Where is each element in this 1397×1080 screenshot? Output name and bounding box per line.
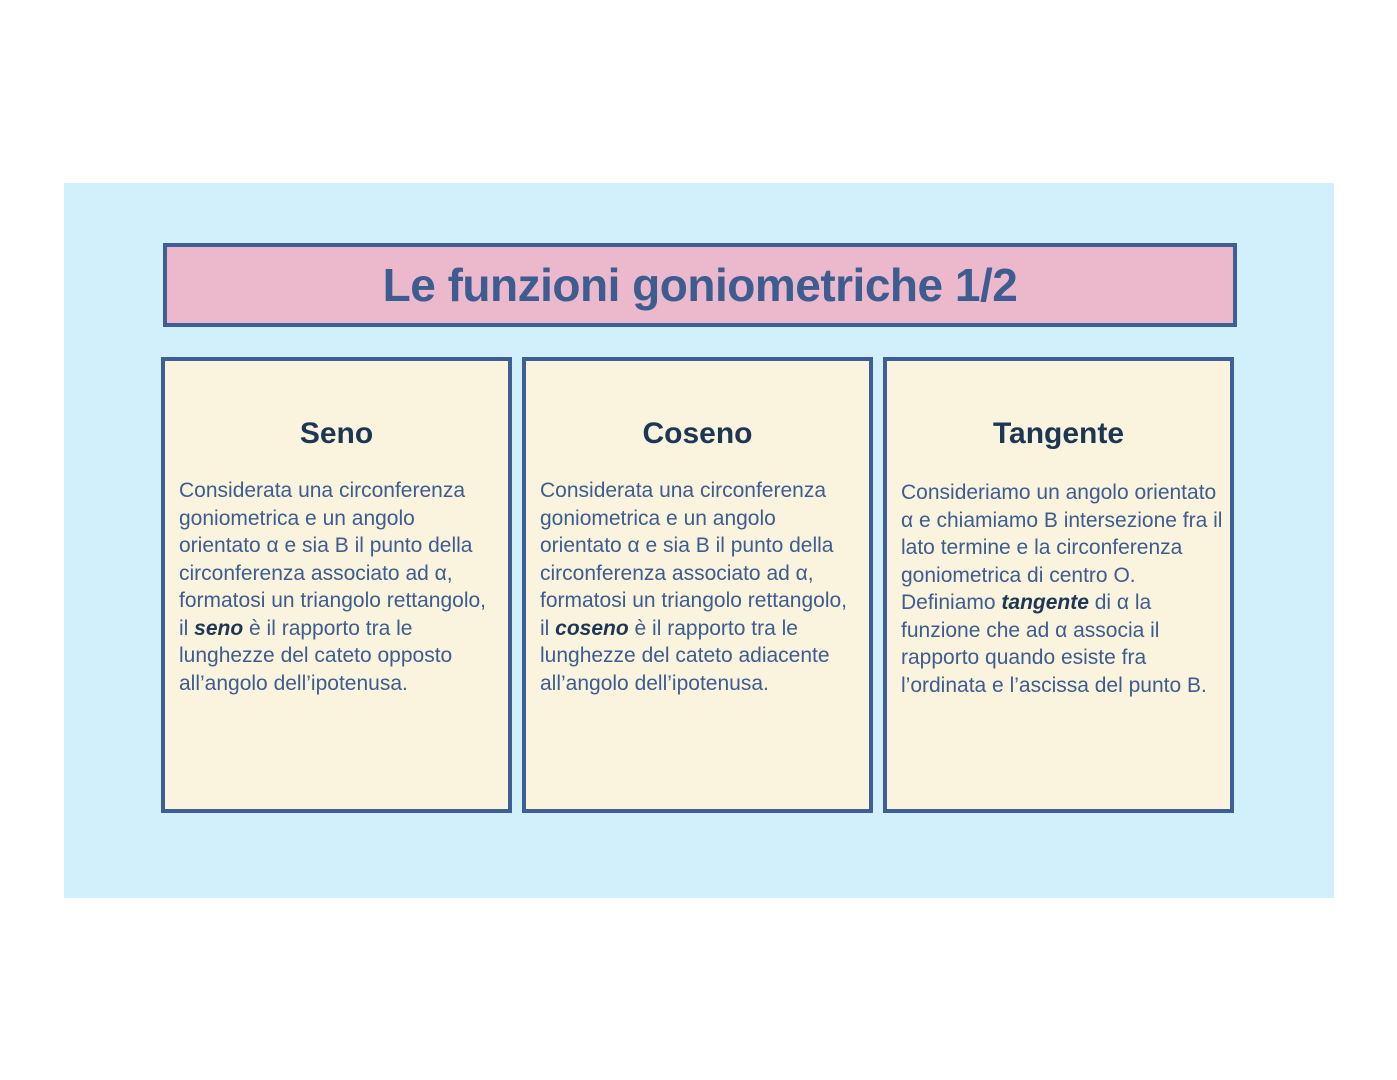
title-banner bbox=[163, 243, 1237, 327]
slide bbox=[64, 183, 1334, 898]
slide-title: Le funzioni goniometriche 1/2 bbox=[382, 259, 1018, 311]
card-heading: Coseno bbox=[642, 417, 753, 450]
card-emphasis: tangente bbox=[1001, 591, 1089, 614]
card-text-after: di α la funzione che ad α associa il rapporto quando esiste fra l’ordinata e l’ascissa del punto B. bbox=[901, 591, 1207, 697]
card-coseno bbox=[522, 357, 873, 813]
card-body bbox=[901, 479, 1226, 699]
card-heading: Seno bbox=[299, 417, 374, 450]
card-body bbox=[540, 477, 862, 697]
card-text-after: è il rapporto tra le lunghezze del cateto adiacente all’angolo dell’ipotenusa. bbox=[540, 616, 830, 695]
card-emphasis: seno bbox=[194, 616, 244, 640]
card-seno bbox=[161, 357, 512, 813]
card-text-before: Considerata una circonferenza goniometrica e un angolo orientato α e sia B il punto della circonferenza associato ad α, formatosi un triangolo rettangolo, il bbox=[540, 479, 848, 640]
card-tangente bbox=[883, 357, 1234, 813]
card-heading: Tangente bbox=[992, 417, 1125, 450]
card-text-before: Consideriamo un angolo orientato α e chiamiamo B intersezione fra il lato termine e la circonferenza goniometrica di centro O. Definiamo bbox=[901, 481, 1223, 614]
card-text-after: è il rapporto tra le lunghezze del cateto opposto all’angolo dell’ipotenusa. bbox=[179, 616, 453, 695]
card-emphasis: coseno bbox=[555, 616, 629, 640]
card-body bbox=[179, 477, 501, 697]
card-text-before: Considerata una circonferenza goniometrica e un angolo orientato α e sia B il punto della circonferenza associato ad α, formatosi un triangolo rettangolo, il bbox=[179, 479, 487, 640]
